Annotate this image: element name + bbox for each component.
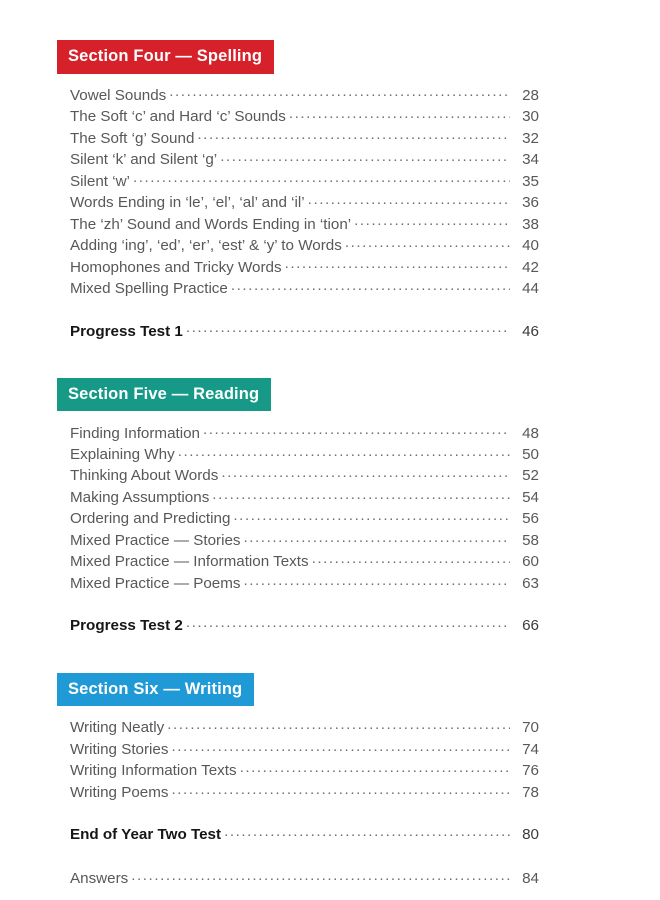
toc-entry[interactable] [57, 422, 539, 443]
spacer [57, 411, 539, 422]
dot-leader [197, 127, 510, 142]
entry-title: Thinking About Words [70, 467, 219, 485]
answers-entry[interactable] [57, 868, 539, 889]
section-six-entries [57, 717, 539, 803]
toc-entry[interactable] [57, 487, 539, 508]
spacer [57, 637, 539, 673]
entry-title: Silent ‘w’ [70, 172, 130, 190]
toc-entry[interactable] [57, 465, 539, 486]
toc-entry[interactable] [57, 149, 539, 170]
section-banner-five: Section Five — Reading [57, 378, 271, 412]
entry-title: Adding ‘ing’, ‘ed’, ‘er’, ‘est’ & ‘y’ to Words [70, 237, 342, 255]
section-block-four [57, 40, 539, 378]
entry-title: Writing Neatly [70, 719, 165, 737]
entry-page-number: 50 [522, 446, 539, 463]
entry-page-number: 35 [522, 172, 539, 190]
entry-page-number: 44 [522, 280, 539, 298]
toc-entry[interactable] [57, 85, 539, 106]
spacer [57, 342, 539, 378]
dot-leader [167, 717, 510, 732]
spacer [57, 706, 539, 717]
entry-title: Mixed Practice — Stories [70, 531, 241, 549]
entry-title: Writing Poems [70, 783, 169, 801]
entry-title: Ordering and Predicting [70, 510, 231, 528]
entry-page-number: 42 [522, 258, 539, 276]
entry-page-number: 66 [522, 617, 539, 635]
spacer [57, 74, 539, 85]
dot-leader [354, 213, 510, 228]
section-block-six [57, 673, 539, 846]
dot-leader [244, 530, 511, 545]
entry-page-number: 84 [522, 869, 539, 887]
toc-entry[interactable] [57, 760, 539, 781]
entry-title: Making Assumptions [70, 488, 210, 506]
section-five-entries [57, 422, 539, 594]
toc-entry[interactable] [57, 192, 539, 213]
entry-page-number: 60 [522, 553, 539, 571]
entry-title: Finding Information [70, 424, 201, 442]
entry-title: The Soft ‘c’ and Hard ‘c’ Sounds [70, 108, 286, 126]
toc-entry[interactable] [57, 573, 539, 594]
entry-page-number: 28 [522, 86, 539, 104]
dot-leader [220, 149, 510, 164]
progress-test-entry[interactable] [57, 320, 539, 341]
spacer [57, 846, 539, 868]
toc-entry[interactable] [57, 170, 539, 191]
dot-leader [233, 508, 510, 523]
dot-leader [186, 320, 510, 335]
section-banner-six: Section Six — Writing [57, 673, 254, 707]
entry-title: Mixed Practice — Information Texts [70, 553, 309, 571]
toc-entry[interactable] [57, 106, 539, 127]
toc-entry[interactable] [57, 256, 539, 277]
entry-page-number: 36 [522, 194, 539, 212]
dot-leader [133, 170, 510, 185]
entry-title: End of Year Two Test [70, 826, 222, 844]
entry-title: Progress Test 2 [70, 617, 183, 635]
toc-entry[interactable] [57, 213, 539, 234]
entry-title: Progress Test 1 [70, 322, 183, 340]
entry-page-number: 63 [522, 574, 539, 592]
entry-page-number: 74 [522, 740, 539, 758]
section-four-entries [57, 85, 539, 300]
toc-entry[interactable] [57, 127, 539, 148]
end-of-year-test-entry[interactable] [57, 824, 539, 845]
entry-title: Writing Stories [70, 740, 169, 758]
dot-leader [240, 760, 510, 775]
entry-page-number: 56 [522, 510, 539, 528]
toc-entry[interactable] [57, 444, 539, 465]
entry-page-number: 32 [522, 129, 539, 147]
dot-leader [308, 192, 510, 207]
entry-page-number: 38 [522, 215, 539, 233]
entry-title: Silent ‘k’ and Silent ‘g’ [70, 151, 218, 169]
entry-page-number: 70 [522, 719, 539, 737]
toc-entry[interactable] [57, 235, 539, 256]
entry-title: Homophones and Tricky Words [70, 258, 282, 276]
toc-entry[interactable] [57, 782, 539, 803]
entry-page-number: 40 [522, 237, 539, 255]
entry-page-number: 76 [522, 762, 539, 780]
entry-title: Words Ending in ‘le’, ‘el’, ‘al’ and ‘il’ [70, 194, 305, 212]
dot-leader [345, 235, 510, 250]
section-banner-four: Section Four — Spelling [57, 40, 274, 74]
dot-leader [289, 106, 510, 121]
entry-title: Explaining Why [70, 446, 175, 463]
toc-entry[interactable] [57, 551, 539, 572]
dot-leader [224, 824, 510, 839]
dot-leader [186, 615, 510, 630]
toc-entry[interactable] [57, 717, 539, 738]
toc-entry[interactable] [57, 278, 539, 299]
toc-entry[interactable] [57, 530, 539, 551]
entry-title: Vowel Sounds [70, 86, 167, 104]
toc-entry[interactable] [57, 508, 539, 529]
spacer [57, 803, 539, 824]
entry-page-number: 58 [522, 531, 539, 549]
spacer [57, 299, 539, 320]
section-block-five [57, 378, 539, 673]
dot-leader [171, 739, 510, 754]
entry-page-number: 34 [522, 151, 539, 169]
dot-leader [244, 573, 511, 588]
entry-title: The ‘zh’ Sound and Words Ending in ‘tion’ [70, 215, 352, 233]
spacer [57, 594, 539, 615]
dot-leader [221, 465, 510, 480]
entry-title: The Soft ‘g’ Sound [70, 129, 195, 147]
dot-leader [169, 85, 510, 100]
entry-page-number: 52 [522, 467, 539, 485]
dot-leader [131, 868, 510, 883]
entry-page-number: 46 [522, 322, 539, 340]
dot-leader [171, 782, 510, 797]
entry-page-number: 80 [522, 826, 539, 844]
table-of-contents [57, 40, 539, 889]
dot-leader [312, 551, 510, 566]
entry-page-number: 54 [522, 488, 539, 506]
entry-title: Answers [70, 869, 129, 887]
progress-test-entry[interactable] [57, 615, 539, 636]
entry-title: Mixed Practice — Poems [70, 574, 241, 592]
toc-entry[interactable] [57, 739, 539, 760]
entry-page-number: 48 [522, 424, 539, 442]
entry-title: Writing Information Texts [70, 762, 237, 780]
dot-leader [178, 444, 510, 459]
dot-leader [203, 422, 510, 437]
dot-leader [212, 487, 510, 502]
dot-leader [285, 256, 510, 271]
dot-leader [231, 278, 510, 293]
entry-title: Mixed Spelling Practice [70, 280, 228, 298]
entry-page-number: 30 [522, 108, 539, 126]
entry-page-number: 78 [522, 783, 539, 801]
